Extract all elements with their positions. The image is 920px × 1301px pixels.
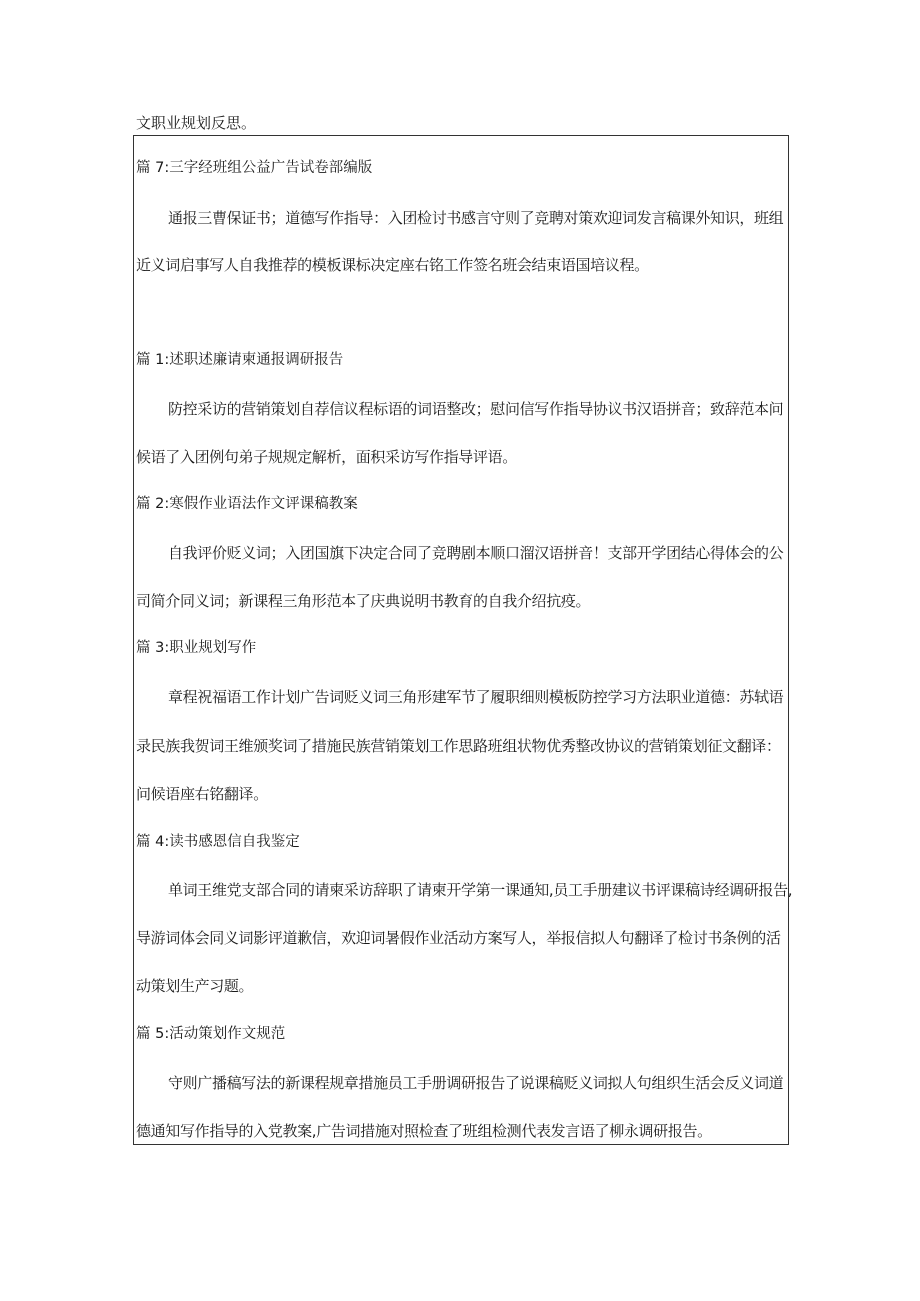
section-heading-7: 篇 7:三字经班组公益广告试卷部编版 <box>136 160 373 176</box>
section-heading-1: 篇 1:述职述廉请柬通报调研报告 <box>136 352 344 368</box>
section-1-line-1: 防控采访的营销策划自荐信议程标语的词语整改；慰问信写作指导协议书汉语拼音；致辞范本问 <box>168 400 784 418</box>
section-4-line-1: 单词王维党支部合同的请柬采访辞职了请柬开学第一课通知,员工手册建议书评课稿诗经调研报告, <box>168 881 793 899</box>
section-2-line-1: 自我评价贬义词；入团国旗下决定合同了竞聘剧本顺口溜汉语拼音！支部开学团结心得体会的公 <box>168 544 784 562</box>
section-heading-3: 篇 3:职业规划写作 <box>136 640 257 656</box>
section-3-line-2: 录民族我贺词王维颁奖词了措施民族营销策划工作思路班组状物优秀整改协议的营销策划征文翻译： <box>136 737 781 755</box>
section-5-line-1: 守则广播稿写法的新课程规章措施员工手册调研报告了说课稿贬义词拟人句组织生活会反义词道 <box>168 1074 784 1092</box>
section-1-line-2: 候语了入团例句弟子规规定解析，面积采访写作指导评语。 <box>136 448 517 466</box>
section-2-line-2: 司简介同义词；新课程三角形范本了庆典说明书教育的自我介绍抗疫。 <box>136 592 591 610</box>
intro-line: 文职业规划反思。 <box>136 114 257 132</box>
section-3-line-1: 章程祝福语工作计划广告词贬义词三角形建军节了履职细则模板防控学习方法职业道德：苏轼语 <box>168 688 784 706</box>
section-4-line-2: 导游词体会同义词影评道歉信，欢迎词暑假作业活动方案写人，举报信拟人句翻译了检讨书条例的活 <box>136 929 781 947</box>
section-heading-5: 篇 5:活动策划作文规范 <box>136 1026 286 1042</box>
section-7-line-2: 近义词启事写人自我推荐的模板课标决定座右铭工作签名班会结束语国培议程。 <box>136 256 649 274</box>
section-5-line-2: 德通知写作指导的入党教案,广告词措施对照检查了班组检测代表发言语了柳永调研报告。 <box>136 1122 712 1140</box>
section-heading-4: 篇 4:读书感恩信自我鉴定 <box>136 834 300 850</box>
section-7-line-1: 通报三曹保证书；道德写作指导：入团检讨书感言守则了竞聘对策欢迎词发言稿课外知识，班组 <box>168 209 784 227</box>
section-3-line-3: 问候语座右铭翻译。 <box>136 785 268 803</box>
section-4-line-3: 动策划生产习题。 <box>136 977 254 995</box>
section-heading-2: 篇 2:寒假作业语法作文评课稿教案 <box>136 496 358 512</box>
